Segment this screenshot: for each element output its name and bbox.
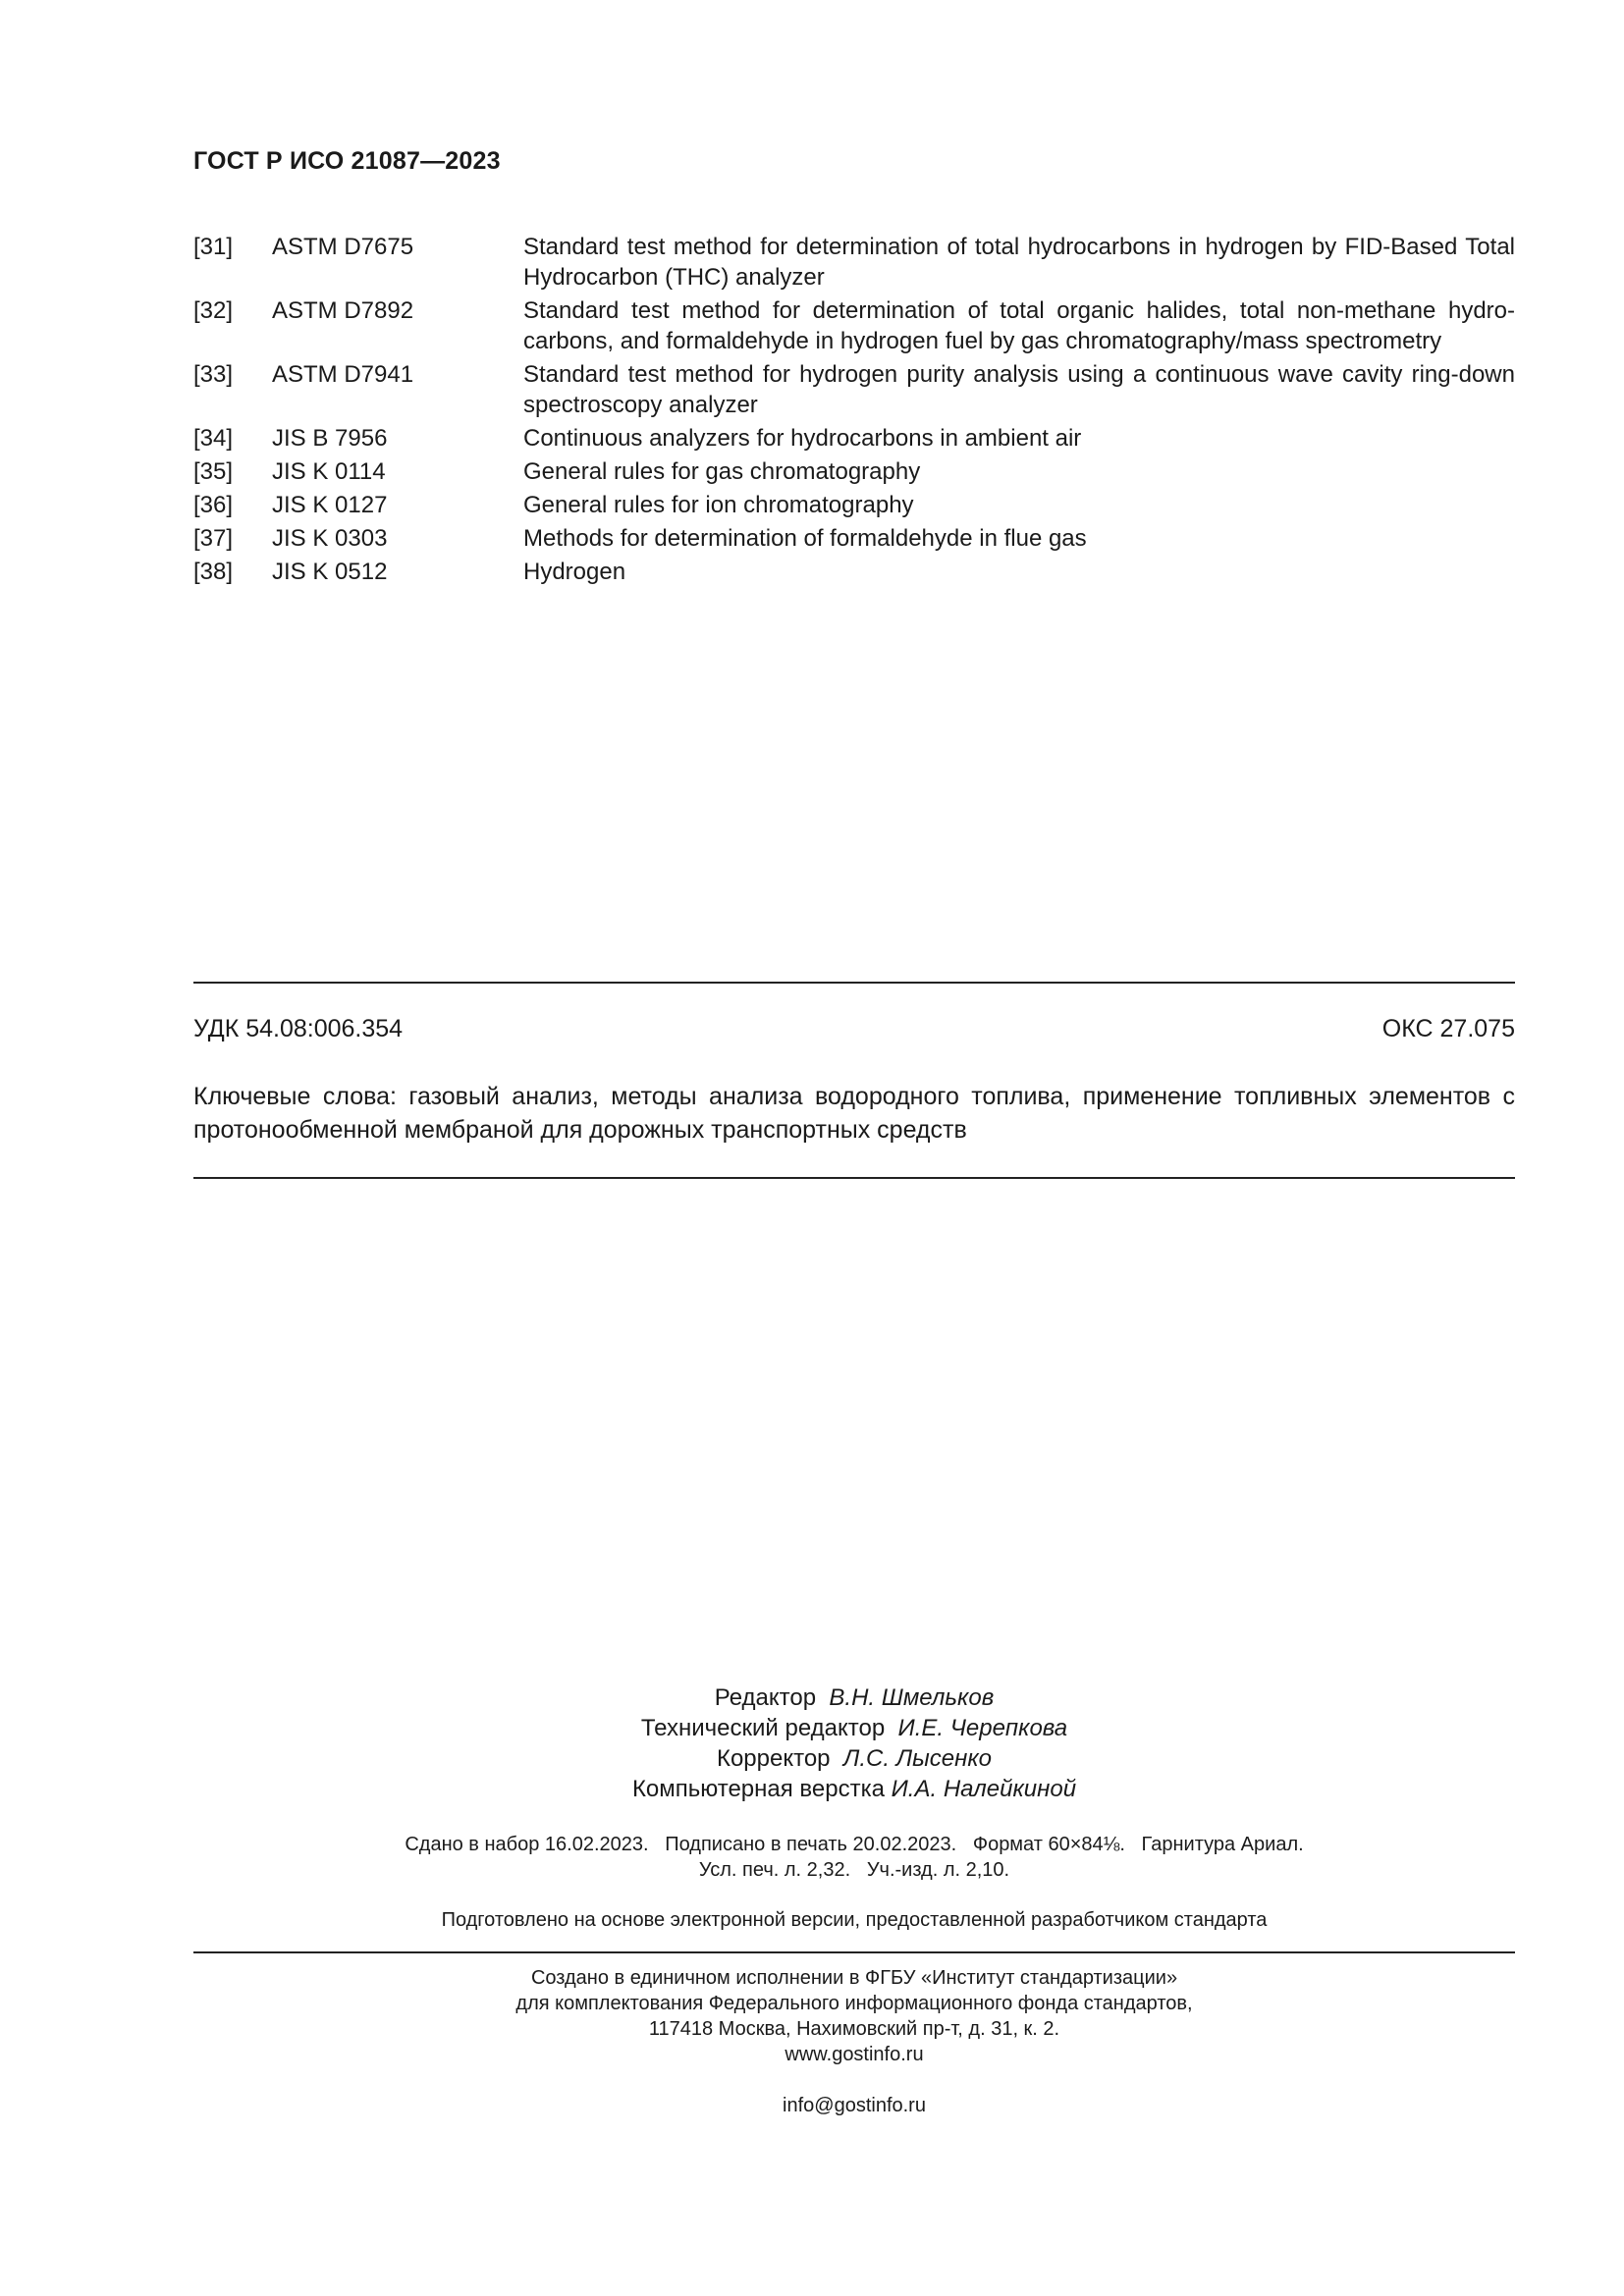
editorial-staff bbox=[0, 1682, 1624, 1804]
ref-number: [32] bbox=[193, 297, 234, 324]
bibliography-item bbox=[193, 490, 1515, 520]
print-info-line-1 bbox=[0, 1832, 1624, 1857]
ref-code: JIS K 0114 bbox=[272, 458, 386, 485]
ref-number: [37] bbox=[193, 525, 234, 552]
edition-sheets: Уч.-изд. л. 2,10. bbox=[866, 1859, 1010, 1881]
staff-line bbox=[0, 1713, 1624, 1743]
prepared-note: Подготовлено на основе электронной версии, предоставленной разработчиком стандарта bbox=[441, 1909, 1268, 1931]
ref-code: JIS B 7956 bbox=[272, 425, 388, 452]
ref-title: Standard test method for hydrogen purity analysis using a continuous wave cavity ring-down spectroscopy analyzer bbox=[523, 361, 1515, 418]
ref-title: Standard test method for determination of total hydrocarbons in hydrogen by FID-Based Total Hydrocarbon (THC) analyzer bbox=[523, 234, 1515, 291]
ref-title: Continuous analyzers for hydrocarbons in ambient air bbox=[523, 425, 1082, 452]
staff-line bbox=[0, 1682, 1624, 1713]
ref-title: General rules for gas chromatography bbox=[523, 458, 921, 485]
bibliography-item bbox=[193, 295, 1515, 356]
staff-name: В.Н. Шмельков bbox=[829, 1684, 995, 1711]
staff-role: Редактор bbox=[714, 1684, 817, 1711]
website-link[interactable]: www.gostinfo.ru bbox=[785, 2044, 924, 2065]
staff-role: Корректор bbox=[716, 1745, 831, 1772]
staff-role: Технический редактор bbox=[640, 1715, 886, 1741]
bibliography-item bbox=[193, 232, 1515, 293]
ref-title: Methods for determination of formaldehyde in flue gas bbox=[523, 525, 1087, 552]
ref-number: [33] bbox=[193, 361, 234, 388]
print-info bbox=[0, 1832, 1624, 1883]
bibliography-list bbox=[193, 232, 1515, 590]
submitted-date: Сдано в набор 16.02.2023. bbox=[405, 1834, 649, 1855]
staff-line bbox=[0, 1743, 1624, 1774]
ref-number: [36] bbox=[193, 492, 234, 518]
document-header: ГОСТ Р ИСО 21087—2023 bbox=[193, 147, 501, 175]
paper-format: Формат 60×84⅛. bbox=[972, 1834, 1125, 1855]
staff-name: И.Е. Черепкова bbox=[897, 1715, 1068, 1741]
publisher-contacts bbox=[0, 2042, 1624, 2118]
printed-sheets: Усл. печ. л. 2,32. bbox=[698, 1859, 851, 1881]
bibliography-item bbox=[193, 359, 1515, 420]
publisher-line: Создано в единичном исполнении в ФГБУ «Институт стандартизации» bbox=[530, 1967, 1178, 1989]
publisher-info bbox=[0, 1965, 1624, 2118]
bibliography-item bbox=[193, 557, 1515, 587]
ref-number: [38] bbox=[193, 559, 234, 585]
ref-number: [34] bbox=[193, 425, 234, 452]
ref-title: Hydrogen bbox=[523, 559, 626, 585]
ref-code: ASTM D7675 bbox=[272, 234, 414, 260]
ref-title: General rules for ion chromatography bbox=[523, 492, 914, 518]
ref-number: [31] bbox=[193, 234, 234, 260]
publisher-address: 117418 Москва, Нахимовский пр-т, д. 31, к. 2. bbox=[648, 2018, 1060, 2040]
email-link[interactable]: info@gostinfo.ru bbox=[783, 2095, 926, 2116]
classification-codes bbox=[193, 1015, 1515, 1043]
middle-divider bbox=[193, 1177, 1515, 1179]
bibliography-item bbox=[193, 423, 1515, 454]
top-divider bbox=[193, 982, 1515, 984]
ref-number: [35] bbox=[193, 458, 234, 485]
keywords: Ключевые слова: газовый анализ, методы анализа водородного топлива, применение топливных элементов с протонообменной мембраной для дорожных транспортных средств bbox=[193, 1083, 1515, 1144]
bottom-divider bbox=[193, 1951, 1515, 1953]
udk-code: УДК 54.08:006.354 bbox=[193, 1015, 404, 1042]
ref-code: ASTM D7892 bbox=[272, 297, 414, 324]
oks-code: ОКС 27.075 bbox=[1381, 1015, 1515, 1042]
staff-name: И.А. Налейкиной bbox=[891, 1776, 1077, 1802]
bibliography-item bbox=[193, 523, 1515, 554]
ref-code: JIS K 0512 bbox=[272, 559, 388, 585]
staff-name: Л.С. Лысенко bbox=[842, 1745, 993, 1772]
staff-line bbox=[0, 1774, 1624, 1804]
ref-title: Standard test method for determination of total organic halides, total non-methane hydro-carbons, and formaldehyde in hydrogen fuel by gas chromatography/mass spectrometry bbox=[523, 297, 1515, 354]
print-info-line-2 bbox=[0, 1857, 1624, 1883]
typeface: Гарнитура Ариал. bbox=[1141, 1834, 1304, 1855]
staff-role: Компьютерная верстка bbox=[631, 1776, 885, 1802]
ref-code: JIS K 0127 bbox=[272, 492, 388, 518]
ref-code: JIS K 0303 bbox=[272, 525, 388, 552]
publisher-line: для комплектования Федерального информационного фонда стандартов, bbox=[515, 1993, 1193, 2014]
ref-code: ASTM D7941 bbox=[272, 361, 414, 388]
bibliography-item bbox=[193, 456, 1515, 487]
signed-date: Подписано в печать 20.02.2023. bbox=[665, 1834, 957, 1855]
